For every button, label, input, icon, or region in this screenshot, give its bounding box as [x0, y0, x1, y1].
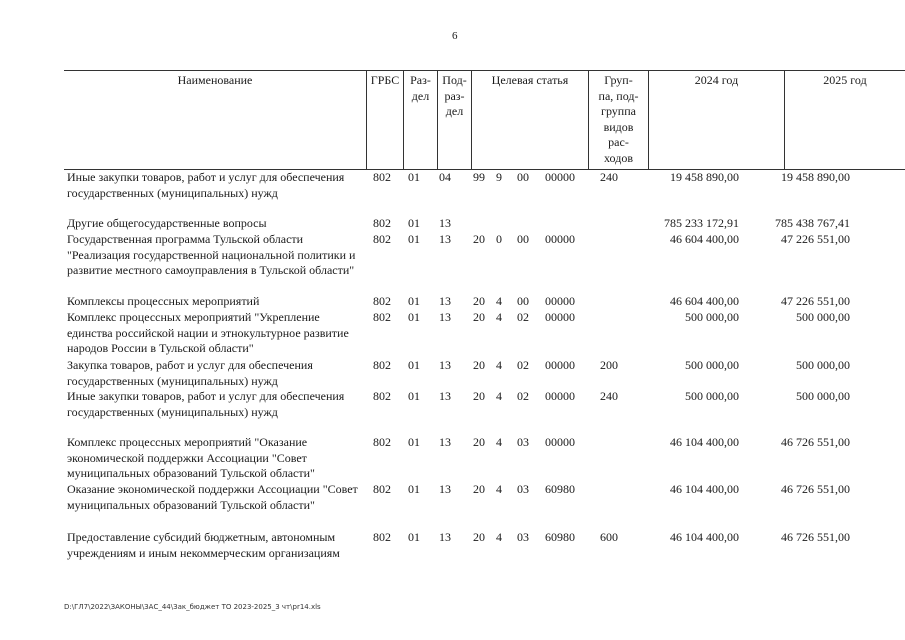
row-amount-2025: 46 726 551,00 — [781, 482, 850, 496]
row-target-1: 20 — [473, 232, 485, 246]
row-grbs: 802 — [373, 435, 391, 449]
row-target-4: 00000 — [545, 358, 575, 372]
row-amount-2025: 500 000,00 — [796, 389, 850, 403]
row-amount-2025: 46 726 551,00 — [781, 530, 850, 544]
row-target-2: 4 — [496, 294, 502, 308]
header-2025: 2025 год — [785, 71, 905, 170]
row-group: 600 — [600, 530, 618, 544]
row-podrazdel: 13 — [439, 530, 451, 544]
row-target-2: 4 — [496, 310, 502, 324]
row-amount-2024: 500 000,00 — [685, 310, 739, 324]
row-razdel: 01 — [408, 482, 420, 496]
row-name: Комплекс процессных мероприятий "Оказание экономической поддержки Ассоциации "Совет муниципальных образований Тульской области" — [67, 435, 315, 481]
header-razdel: Раз- дел — [404, 71, 438, 170]
row-grbs: 802 — [373, 310, 391, 324]
budget-table-header — [64, 70, 905, 170]
row-name: Закупка товаров, работ и услуг для обеспечения государственных (муниципальных) нужд — [67, 358, 313, 388]
row-razdel: 01 — [408, 170, 420, 184]
row-razdel: 01 — [408, 389, 420, 403]
row-name: Оказание экономической поддержки Ассоциации "Совет муниципальных образований Тульской области" — [67, 482, 358, 512]
row-target-4: 00000 — [545, 232, 575, 246]
row-target-3: 02 — [517, 358, 529, 372]
row-target-1: 20 — [473, 358, 485, 372]
row-amount-2024: 46 104 400,00 — [670, 530, 739, 544]
row-amount-2024: 500 000,00 — [685, 358, 739, 372]
row-target-4: 60980 — [545, 482, 575, 496]
header-grbs: ГРБС — [367, 71, 404, 170]
header-name: Наименование — [64, 71, 367, 170]
row-target-3: 00 — [517, 232, 529, 246]
row-amount-2024: 46 104 400,00 — [670, 482, 739, 496]
page-number: 6 — [452, 30, 458, 42]
row-razdel: 01 — [408, 310, 420, 324]
file-path: D:\ГЛ7\2022\ЗАКОНЫ\ЗАС_44\Зак_бюджет ТО 2023-2025_3 чт\pr14.xls — [64, 603, 321, 611]
row-target-4: 00000 — [545, 170, 575, 184]
row-target-4: 60980 — [545, 530, 575, 544]
row-amount-2025: 47 226 551,00 — [781, 294, 850, 308]
row-target-2: 9 — [496, 170, 502, 184]
row-target-4: 00000 — [545, 389, 575, 403]
row-amount-2024: 46 104 400,00 — [670, 435, 739, 449]
row-grbs: 802 — [373, 358, 391, 372]
row-target-2: 4 — [496, 389, 502, 403]
row-grbs: 802 — [373, 232, 391, 246]
row-amount-2024: 46 604 400,00 — [670, 232, 739, 246]
row-group: 200 — [600, 358, 618, 372]
row-target-1: 20 — [473, 435, 485, 449]
row-target-2: 4 — [496, 482, 502, 496]
row-name: Государственная программа Тульской области "Реализация государственной национальной политики и развитие местного самоуправления в Тульской области" — [67, 232, 356, 278]
row-amount-2025: 500 000,00 — [796, 310, 850, 324]
row-target-1: 20 — [473, 482, 485, 496]
row-podrazdel: 04 — [439, 170, 451, 184]
row-name: Иные закупки товаров, работ и услуг для обеспечения государственных (муниципальных) нужд — [67, 389, 345, 419]
row-amount-2025: 785 438 767,41 — [775, 216, 850, 230]
header-2024: 2024 год — [649, 71, 785, 170]
row-amount-2025: 47 226 551,00 — [781, 232, 850, 246]
row-razdel: 01 — [408, 358, 420, 372]
row-target-3: 03 — [517, 530, 529, 544]
header-target: Целевая статья — [472, 71, 589, 170]
row-target-1: 20 — [473, 294, 485, 308]
row-podrazdel: 13 — [439, 482, 451, 496]
row-target-2: 0 — [496, 232, 502, 246]
row-razdel: 01 — [408, 232, 420, 246]
row-amount-2024: 46 604 400,00 — [670, 294, 739, 308]
row-target-3: 03 — [517, 435, 529, 449]
row-razdel: 01 — [408, 216, 420, 230]
row-target-2: 4 — [496, 358, 502, 372]
row-grbs: 802 — [373, 530, 391, 544]
row-amount-2024: 19 458 890,00 — [670, 170, 739, 184]
row-grbs: 802 — [373, 482, 391, 496]
row-target-3: 02 — [517, 310, 529, 324]
row-grbs: 802 — [373, 216, 391, 230]
row-name: Иные закупки товаров, работ и услуг для обеспечения государственных (муниципальных) нужд — [67, 170, 345, 200]
row-target-4: 00000 — [545, 294, 575, 308]
row-target-2: 4 — [496, 435, 502, 449]
row-name: Другие общегосударственные вопросы — [67, 216, 267, 230]
row-podrazdel: 13 — [439, 216, 451, 230]
row-podrazdel: 13 — [439, 310, 451, 324]
row-amount-2024: 500 000,00 — [685, 389, 739, 403]
row-name: Комплексы процессных мероприятий — [67, 294, 260, 308]
row-target-3: 00 — [517, 170, 529, 184]
row-target-3: 03 — [517, 482, 529, 496]
row-target-1: 20 — [473, 310, 485, 324]
row-name: Предоставление субсидий бюджетным, автономным учреждениям и иным некоммерческим организациям — [67, 530, 340, 560]
row-razdel: 01 — [408, 530, 420, 544]
row-target-3: 00 — [517, 294, 529, 308]
row-podrazdel: 13 — [439, 389, 451, 403]
row-amount-2025: 500 000,00 — [796, 358, 850, 372]
row-target-3: 02 — [517, 389, 529, 403]
row-target-2: 4 — [496, 530, 502, 544]
row-target-4: 00000 — [545, 435, 575, 449]
row-podrazdel: 13 — [439, 435, 451, 449]
row-podrazdel: 13 — [439, 358, 451, 372]
row-podrazdel: 13 — [439, 232, 451, 246]
row-podrazdel: 13 — [439, 294, 451, 308]
header-podrazdel: Под- раз- дел — [438, 71, 472, 170]
row-target-4: 00000 — [545, 310, 575, 324]
row-target-1: 20 — [473, 389, 485, 403]
row-amount-2025: 19 458 890,00 — [781, 170, 850, 184]
row-amount-2024: 785 233 172,91 — [664, 216, 739, 230]
row-grbs: 802 — [373, 389, 391, 403]
row-amount-2025: 46 726 551,00 — [781, 435, 850, 449]
row-grbs: 802 — [373, 170, 391, 184]
row-razdel: 01 — [408, 435, 420, 449]
row-razdel: 01 — [408, 294, 420, 308]
row-target-1: 20 — [473, 530, 485, 544]
row-name: Комплекс процессных мероприятий "Укрепление единства российской нации и этнокультурное развитие народов России в Тульской области" — [67, 310, 349, 356]
row-group: 240 — [600, 170, 618, 184]
row-group: 240 — [600, 389, 618, 403]
header-group: Груп- па, под- группа видов рас- ходов — [589, 71, 649, 170]
row-target-1: 99 — [473, 170, 485, 184]
row-grbs: 802 — [373, 294, 391, 308]
